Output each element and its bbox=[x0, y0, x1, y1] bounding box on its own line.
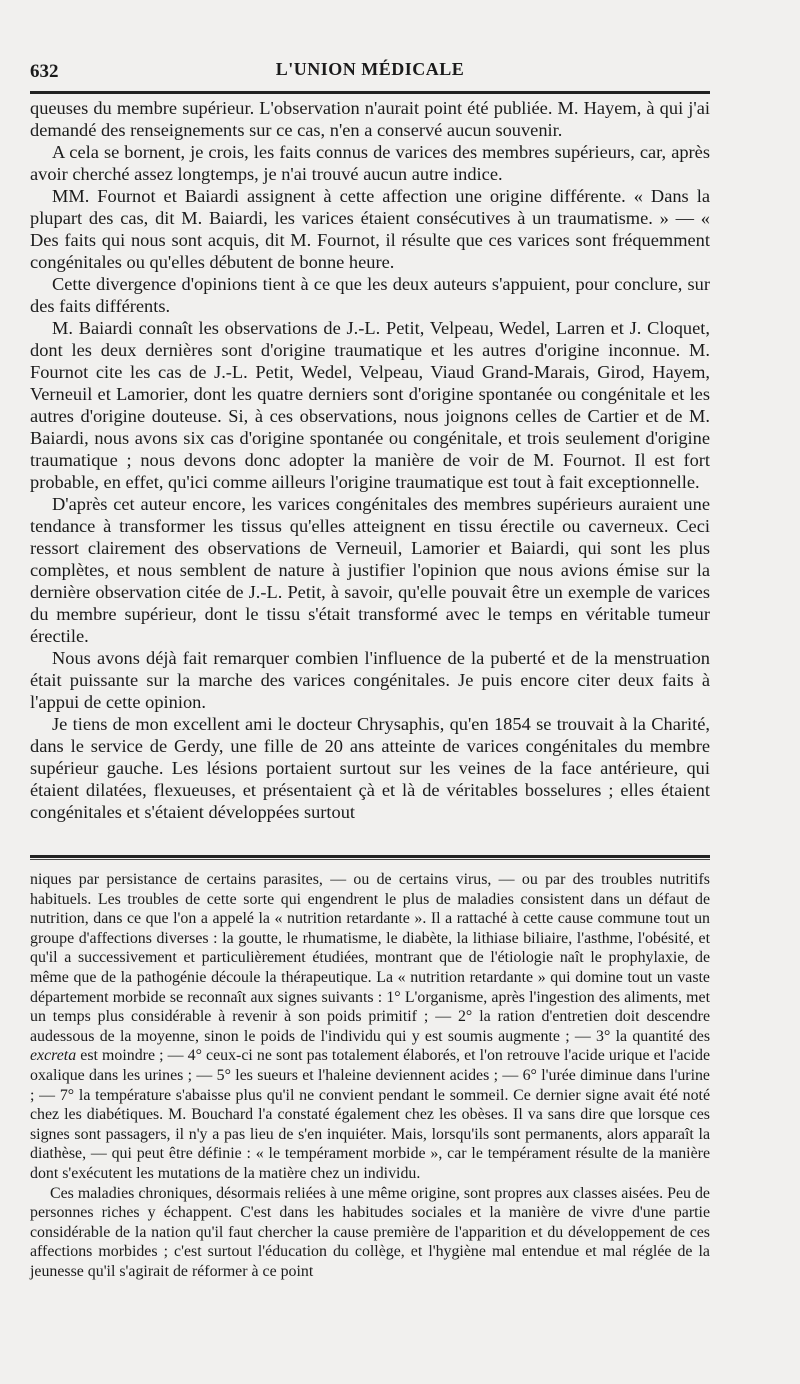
paragraph: Cette divergence d'opinions tient à ce que les deux auteurs s'appuient, pour conclure, sur des faits différents. bbox=[30, 274, 710, 316]
paragraph: queuses du membre supérieur. L'observation n'aurait point été publiée. M. Hayem, à qui j'ai demandé des renseignements sur ce cas, n'en a conservé aucun souvenir. bbox=[30, 98, 710, 140]
running-head: L'UNION MÉDICALE bbox=[275, 59, 465, 79]
footnote bbox=[30, 870, 710, 1281]
footnote-separator-thin bbox=[30, 859, 710, 860]
paragraph: Nous avons déjà fait remarquer combien l'influence de la puberté et de la menstruation était puissante sur la marche des varices congénitales. Je puis encore citer deux faits à l'appui de cette opinion. bbox=[30, 648, 710, 712]
main-text bbox=[30, 97, 710, 823]
paragraph: D'après cet auteur encore, les varices congénitales des membres supérieurs auraient une tendance à transformer les tissus qu'elles atteignent en tissu érectile ou caverneux. Ceci ressort clairement des observations de Verneuil, Lamorier et Baiardi, qui sont les plus complètes, et nous semblent de nature à justifier l'opinion que nous avions émise sur la dernière observation citée de J.-L. Petit, à savoir, qu'elle pouvait être un exemple de varices du membre supérieur, dont le tissu s'était transformé avec le temps en véritable tumeur érectile. bbox=[30, 494, 710, 646]
footnote-paragraph bbox=[30, 870, 710, 1184]
paragraph: MM. Fournot et Baiardi assignent à cette affection une origine différente. « Dans la plupart des cas, dit M. Baiardi, les varices étaient consécutives à un traumatisme. » — « Des faits qui nous sont acquis, dit M. Fournot, il résulte que ces varices sont fréquemment congénitales ou qu'elles débutent de bonne heure. bbox=[30, 186, 710, 272]
footnote-paragraph: Ces maladies chroniques, désormais reliées à une même origine, sont propres aux classes aisées. Peu de personnes riches y échappent. C'est dans les habitudes sociales et la manière de vivre d'une partie considérable de la nation qu'il faut chercher la cause première de l'apparition et du développement de ces affections morbides ; c'est surtout l'éducation du collège, et l'hygiène mal entendue et mal réglée de la jeunesse qu'il s'agirait de réformer à ce point bbox=[30, 1184, 710, 1280]
footnote-text-segment: est moindre ; — 4° ceux-ci ne sont pas totalement élaborés, et l'on retrouve l'acide urique et l'acide oxalique dans les urines ; — 5° les sueurs et l'haleine deviennent acides ; — 6° l'urée diminue dans l'urine ; — 7° la température s'abaisse plus qu'il ne convient pendant le sommeil. Ce dernier signe avait été noté chez les diabétiques. M. Bouchard l'a constaté également chez les obèses. Il va sans dire que lorsque ces signes sont passagers, il n'y a pas lieu de s'en inquiéter. Mais, lorsqu'ils sont permanents, alors apparaît la diathèse, — qui peut être définie : « le tempérament morbide », car le tempérament résulte de la manière dont s'exécutent les mutations de la matière chez un individu. bbox=[30, 1047, 710, 1182]
footnote-separator bbox=[30, 855, 710, 858]
paragraph: Je tiens de mon excellent ami le docteur Chrysaphis, qu'en 1854 se trouvait à la Charité, dans le service de Gerdy, une fille de 20 ans atteinte de varices congénitales du membre supérieur gauche. Les lésions portaient surtout sur les veines de la face antérieure, qui étaient dilatées, flexueuses, et présentaient çà et là de véritables bosselures ; elles étaient congénitales et s'étaient développées surtout bbox=[30, 714, 710, 822]
page-header bbox=[30, 55, 710, 91]
page-number: 632 bbox=[30, 61, 59, 82]
footnote-italic-term: excreta bbox=[30, 1047, 77, 1065]
footnote-text-segment: niques par persistance de certains parasites, — ou de certains virus, — ou par des troubles nutritifs habituels. Les troubles de cette sorte qui engendrent le plus de maladies consistent dans un défaut de nutrition, dans ce que l'on a appelé la « nutrition retardante ». Il a rattaché à cette cause commune tout un groupe d'affections diverses : la goutte, le rhumatisme, le diabète, la lithiase biliaire, l'asthme, l'obésité, et qu'il a successivement et particulièrement étudiées, montrant que de l'étiologie naît le prophylaxie, de même que de la pathogénie découle la thérapeutique. La « nutrition retardante » qui domine tout un vaste département morbide se reconnaît aux signes suivants : 1° L'organisme, après l'ingestion des aliments, met un temps plus considérable à revenir à son poids primitif ; — 2° la ration d'entretien doit descendre audessous de la moyenne, sinon le poids de l'individu qui y est soumis augmente ; — 3° la quantité des bbox=[30, 871, 710, 1045]
paragraph: M. Baiardi connaît les observations de J.-L. Petit, Velpeau, Wedel, Larren et J. Cloquet, dont les deux dernières sont d'origine traumatique et les autres d'origine inconnue. M. Fournot cite les cas de J.-L. Petit, Wedel, Velpeau, Viaud Grand-Marais, Girod, Hayem, Verneuil et Lamorier, dont les quatre derniers sont d'origine spontanée ou congénitale et les autres d'origine douteuse. Si, à ces observations, nous joignons celles de Cartier et de M. Baiardi, nous avons six cas d'origine spontanée ou congénitale, et trois seulement d'origine traumatique ; nous devons donc adopter la manière de voir de M. Fournot. Il est fort probable, en effet, qu'ici comme ailleurs l'origine traumatique est tout à fait exceptionnelle. bbox=[30, 318, 710, 492]
header-rule bbox=[30, 91, 710, 94]
paragraph: A cela se bornent, je crois, les faits connus de varices des membres supérieurs, car, après avoir cherché assez longtemps, je n'ai trouvé aucun autre indice. bbox=[30, 142, 710, 184]
